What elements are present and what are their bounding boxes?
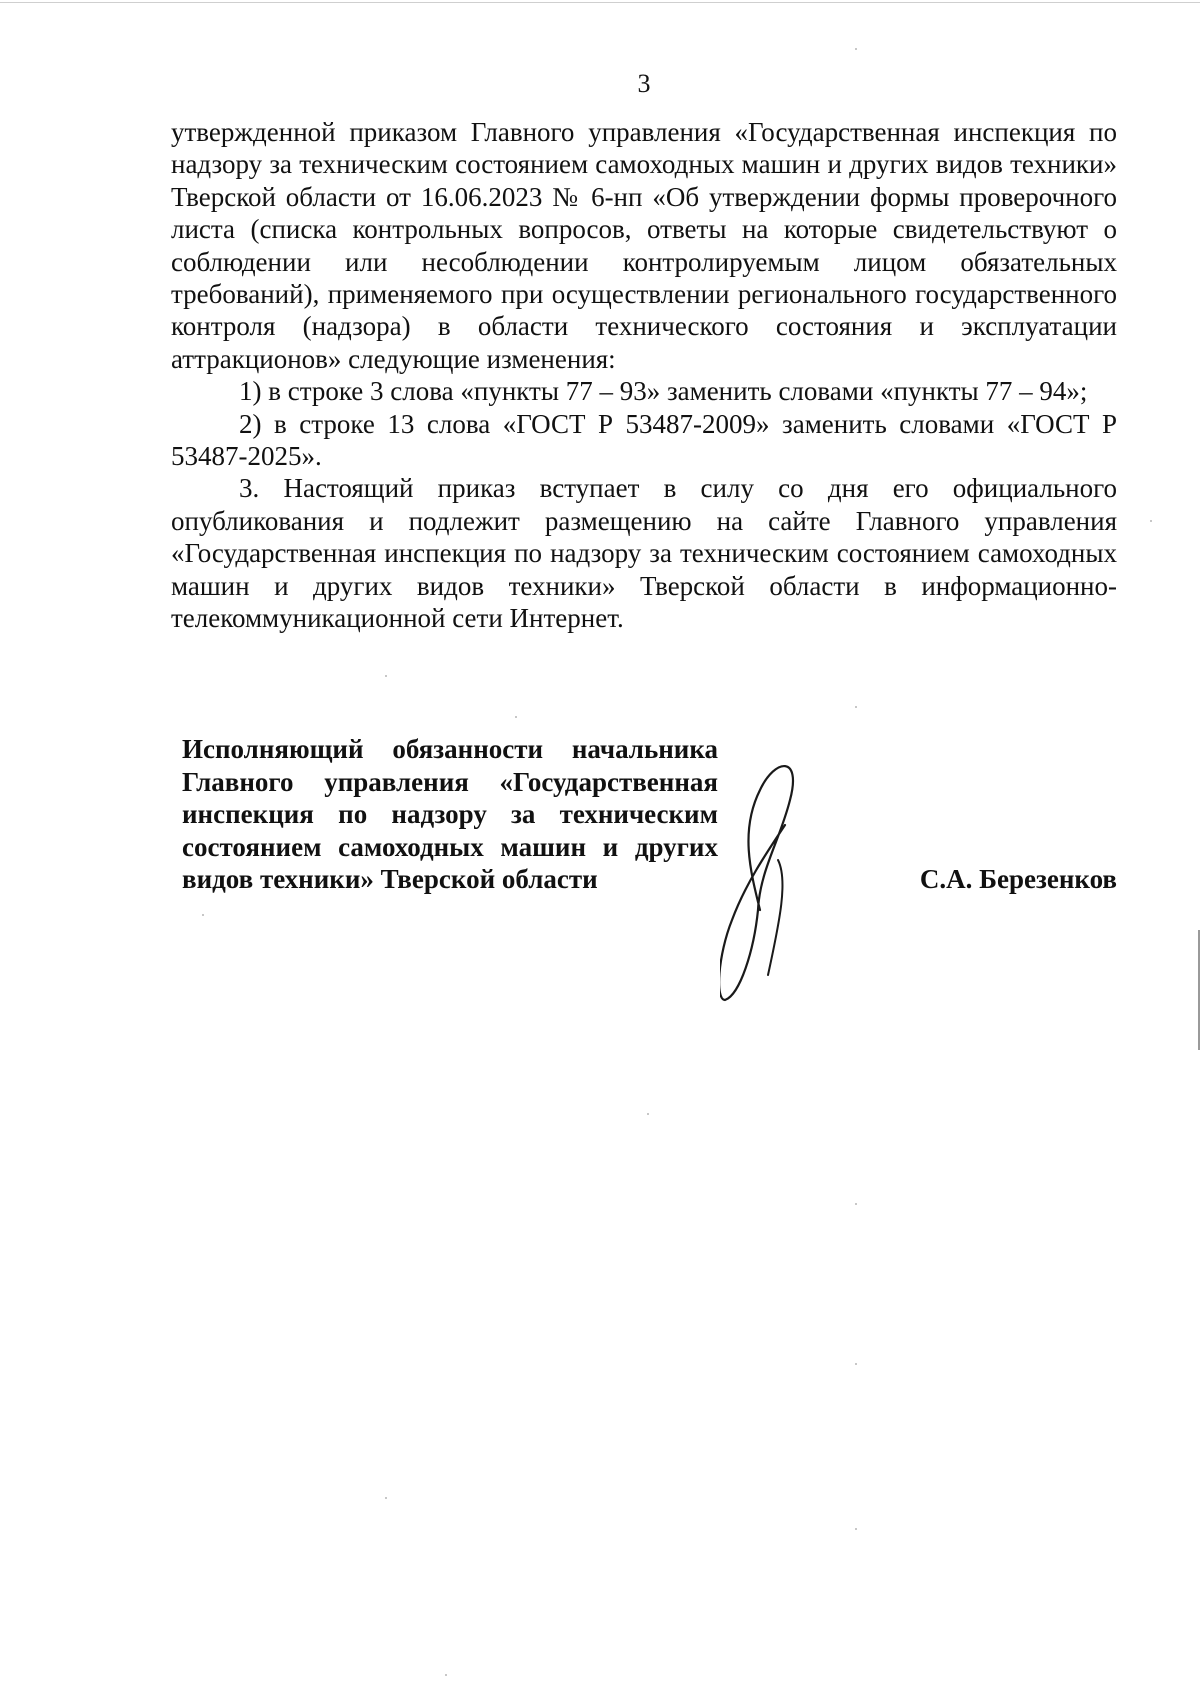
page-number: 3	[637, 69, 651, 98]
signature-tail-stroke	[768, 860, 783, 975]
scan-speck	[202, 914, 204, 916]
scan-speck	[385, 1497, 387, 1499]
document-body	[171, 116, 1117, 635]
signatory-position: Исполняющий обязанности начальника Главного управления «Государственная инспекция по надзору за техническим состоянием самоходных машин и других видов техники» Тверской области	[182, 734, 718, 894]
scan-speck	[385, 675, 387, 677]
scan-speck	[515, 716, 517, 718]
paragraph-item-1: 1) в строке 3 слова «пункты 77 – 93» заменить словами «пункты 77 – 94»;	[239, 376, 1088, 407]
scan-speck	[855, 1528, 857, 1530]
paragraph-item-2: 2) в строке 13 слова «ГОСТ Р 53487-2009» заменить словами «ГОСТ Р 53487-2025».	[171, 408, 1117, 472]
scan-speck	[855, 706, 857, 708]
paragraph-continuation: утвержденной приказом Главного управления «Государственная инспекция по надзору за техническим состоянием самоходных машин и других видов техники» Тверской области от 16.06.2023 № 6-нп «Об утверждении формы проверочного листа (списка контрольных вопросов, ответы на которые свидетельствуют о соблюдении или несоблюдении контролируемым лицом обязательных требований), применяемого при осуществлении регионального государственного контроля (надзора) в области технического состояния и эксплуатации аттракционов» следующие изменения:	[171, 117, 1117, 374]
paragraph-item-3: 3. Настоящий приказ вступает в силу со дня его официального опубликования и подлежит размещению на сайте Главного управления «Государственная инспекция по надзору за техническим состоянием самоходных машин и других видов техники» Тверской области в информационно-телекоммуникационной сети Интернет.	[171, 473, 1117, 634]
scan-speck	[445, 1674, 447, 1676]
scan-speck	[647, 1113, 649, 1115]
scan-border-line	[0, 2, 1200, 3]
scan-speck	[1150, 520, 1152, 522]
scan-speck	[855, 1203, 857, 1205]
handwritten-signature	[720, 760, 850, 1010]
scan-speck	[855, 48, 857, 50]
signatory-name: С.А. Березенков	[919, 864, 1117, 894]
scan-speck	[855, 1363, 857, 1365]
